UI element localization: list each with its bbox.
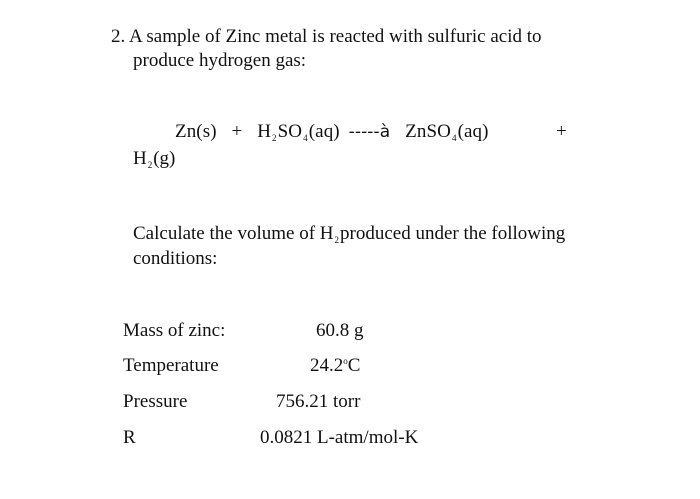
product-hydrogen-gas: $H_2(g)$: [133, 148, 176, 170]
condition-label-pressure: Pressure: [123, 391, 188, 412]
prompt-line-1: Calculate the volume of $H_2produced$ under the following: [133, 223, 566, 245]
condition-value-temperature: 24.2$^o$C: [310, 355, 361, 376]
condition-value-r: 0.0821 L-atm/mol-K: [260, 427, 419, 448]
reactant-zinc: Zn(s): [175, 121, 217, 142]
product-zinc-sulfate: ZnSO$_4$(aq): [405, 121, 489, 143]
condition-label-temperature: Temperature: [123, 355, 219, 376]
condition-value-mass: 60.8 g: [316, 320, 364, 341]
condition-label-mass: Mass of zinc:: [123, 320, 226, 341]
chemical-equation: [175, 121, 489, 145]
reaction-arrow: -----à: [348, 122, 391, 142]
question-line-2: produce hydrogen gas:: [133, 50, 307, 71]
plus-sign-2: +: [556, 121, 567, 142]
condition-label-r: R: [123, 427, 136, 448]
condition-value-pressure: 756.21 torr: [276, 391, 361, 412]
question-line-1: 2. A sample of Zinc metal is reacted with sulfuric acid to: [111, 26, 542, 47]
reactant-sulfuric-acid: $H_2SO_4(aq)$: [257, 121, 340, 143]
plus-sign: +: [231, 121, 243, 142]
prompt-line-2: conditions:: [133, 248, 218, 269]
